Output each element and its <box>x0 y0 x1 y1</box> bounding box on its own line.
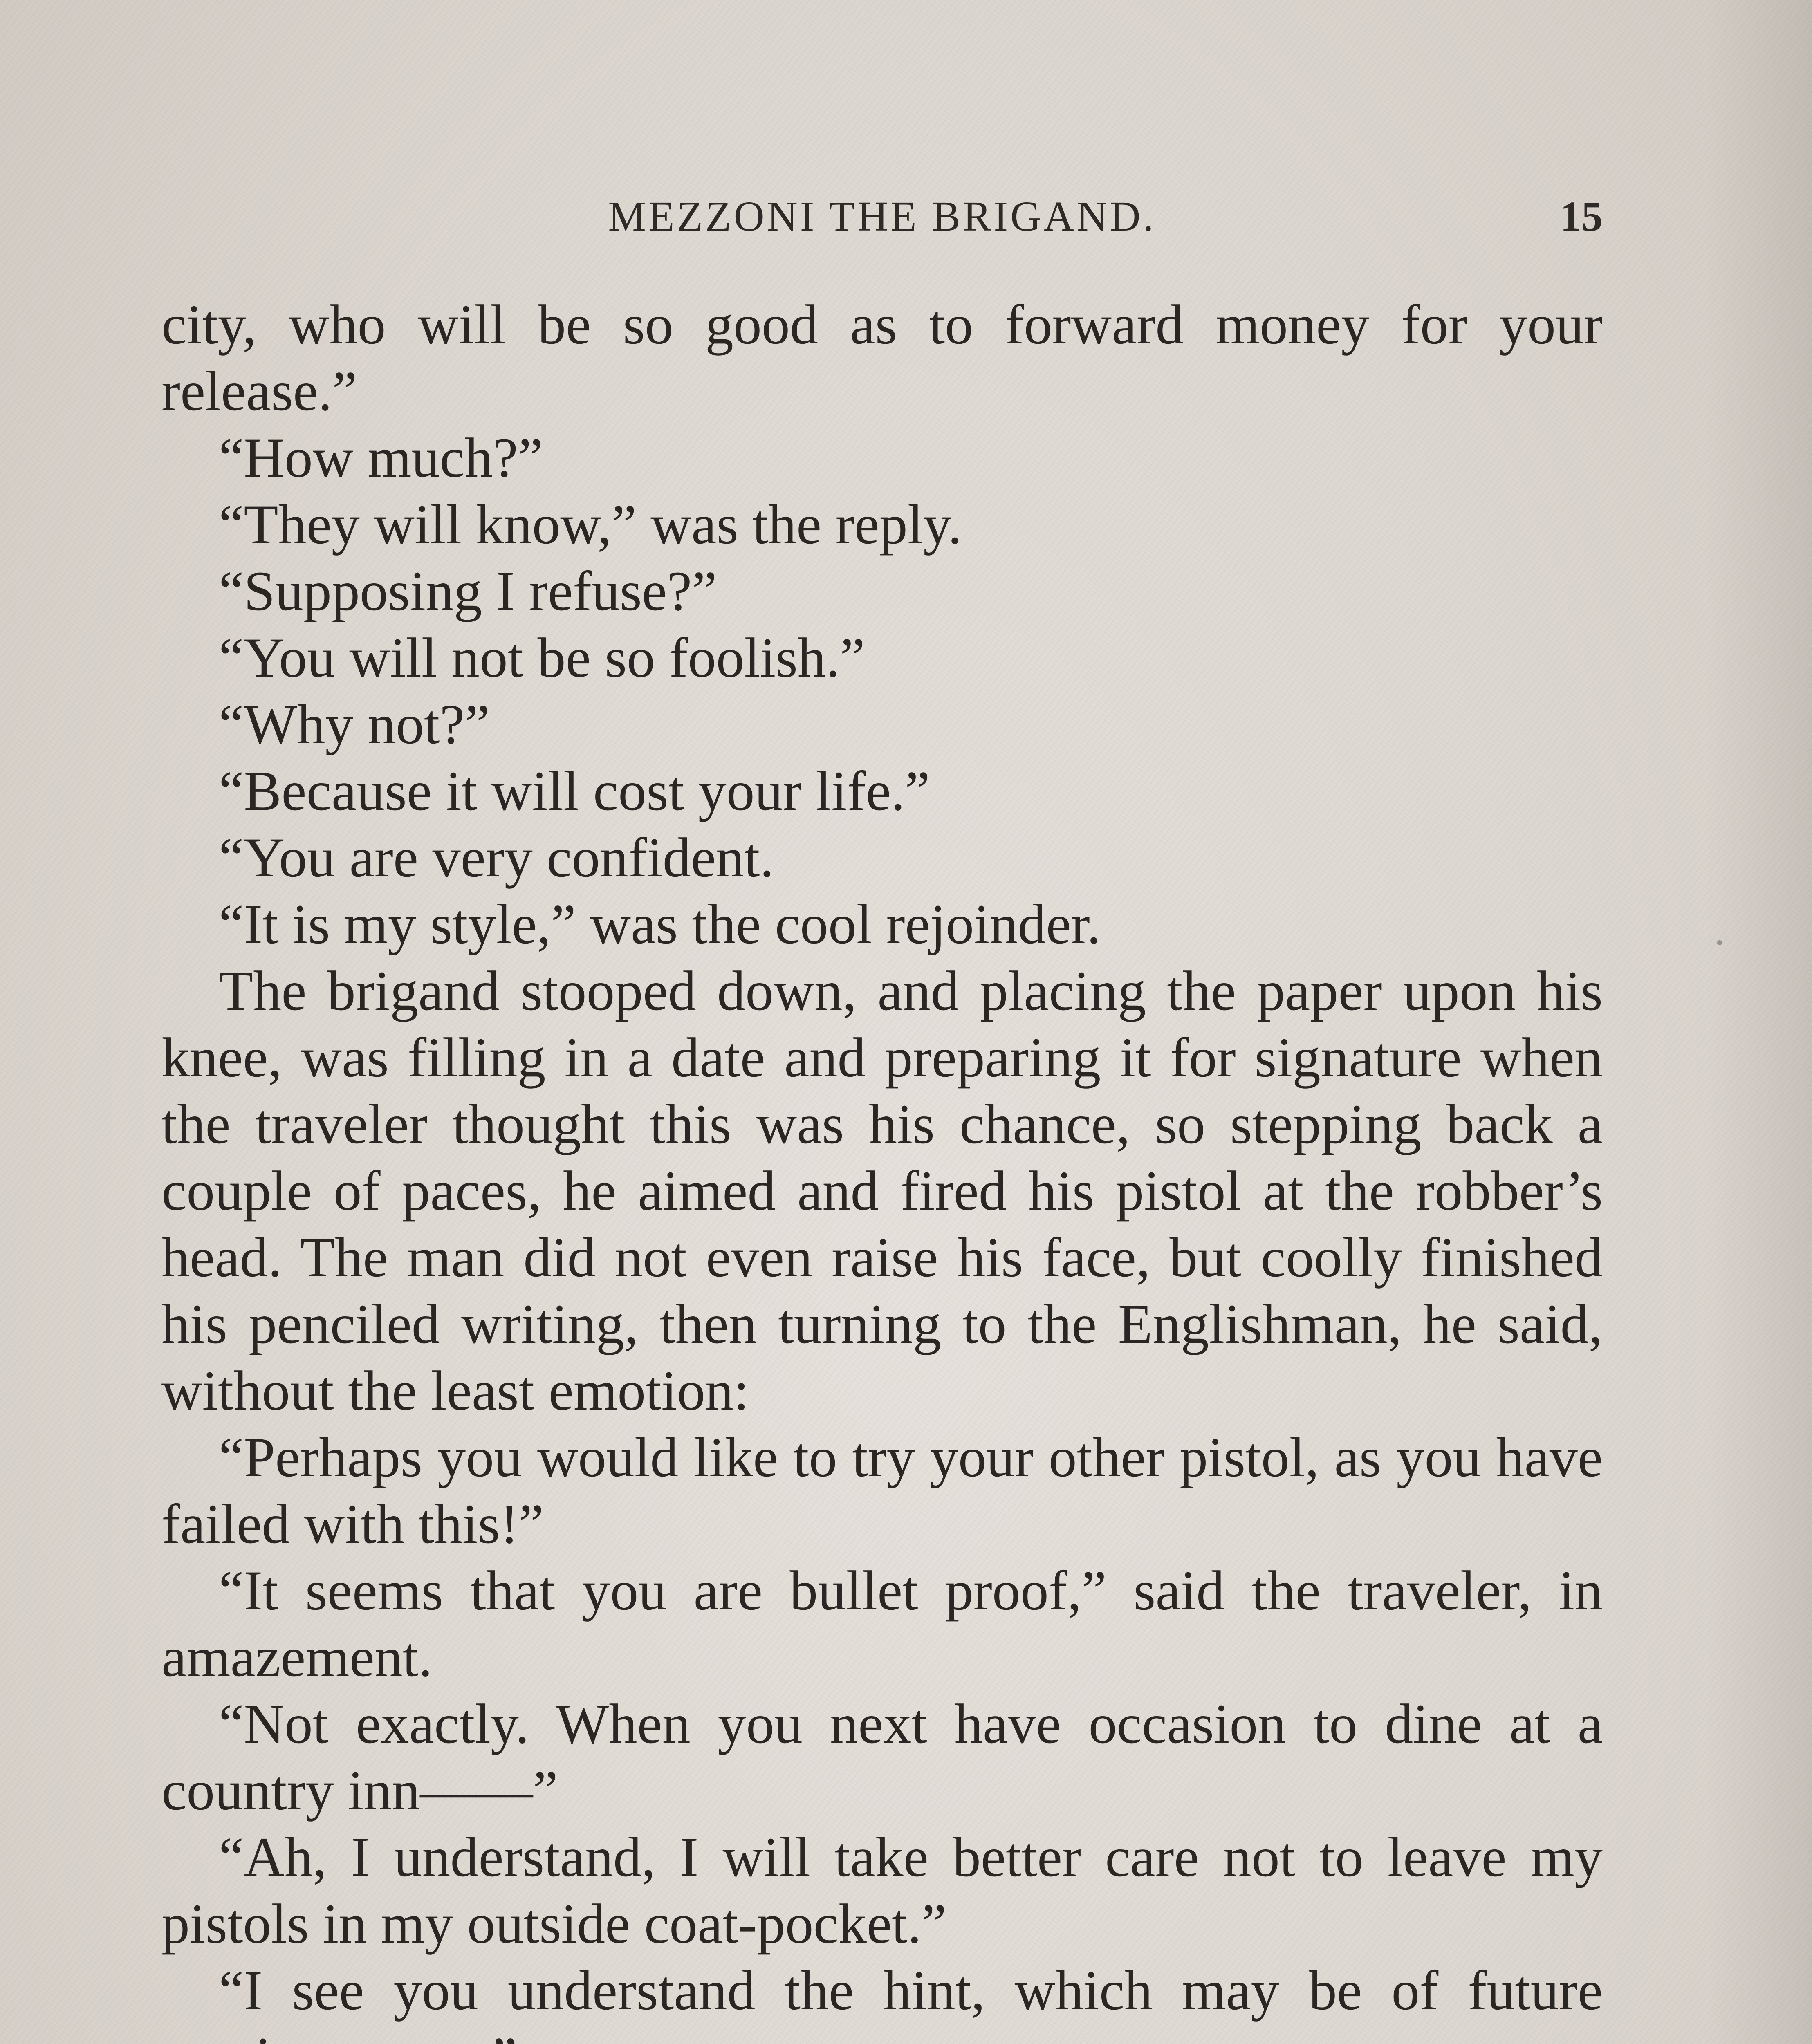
paragraph: “Why not?” <box>161 691 1603 758</box>
paragraph: “Ah, I understand, I will take better care not to leave my pistols in my outside coat-pocket.” <box>161 1824 1603 1957</box>
paragraph: city, who will be so good as to forward money for your release.” <box>161 291 1603 424</box>
paragraph: “Not exactly. When you next have occasion to dine at a country inn——” <box>161 1690 1603 1824</box>
paragraph: The brigand stooped down, and placing the paper upon his knee, was filling in a date and preparing it for signature when the traveler thought this was his chance, so stepping back a couple of paces, he aimed and fired his pistol at the robber’s head. The man did not even raise his face, but coolly finished his penciled writing, then turning to the Englishman, he said, without the least emotion: <box>161 957 1603 1424</box>
paragraph: “You will not be so foolish.” <box>161 624 1603 691</box>
paragraph: “You are very confident. <box>161 824 1603 891</box>
page-number: 15 <box>1560 192 1603 241</box>
paragraph: “It seems that you are bullet proof,” said the traveler, in amazement. <box>161 1557 1603 1690</box>
paragraph: “Because it will cost your life.” <box>161 758 1603 824</box>
paragraph: “It is my style,” was the cool rejoinder. <box>161 891 1603 957</box>
paragraph: “Perhaps you would like to try your other pistol, as you have failed with this!” <box>161 1424 1603 1557</box>
running-title: MEZZONI THE BRIGAND. <box>161 192 1603 241</box>
paragraph: “I see you understand the hint, which may be of future <box>161 1957 1603 2044</box>
paragraph: “They will know,” was the reply. <box>161 491 1603 558</box>
paragraph: “Supposing I refuse?” <box>161 558 1603 624</box>
paragraph: “How much?” <box>161 424 1603 491</box>
